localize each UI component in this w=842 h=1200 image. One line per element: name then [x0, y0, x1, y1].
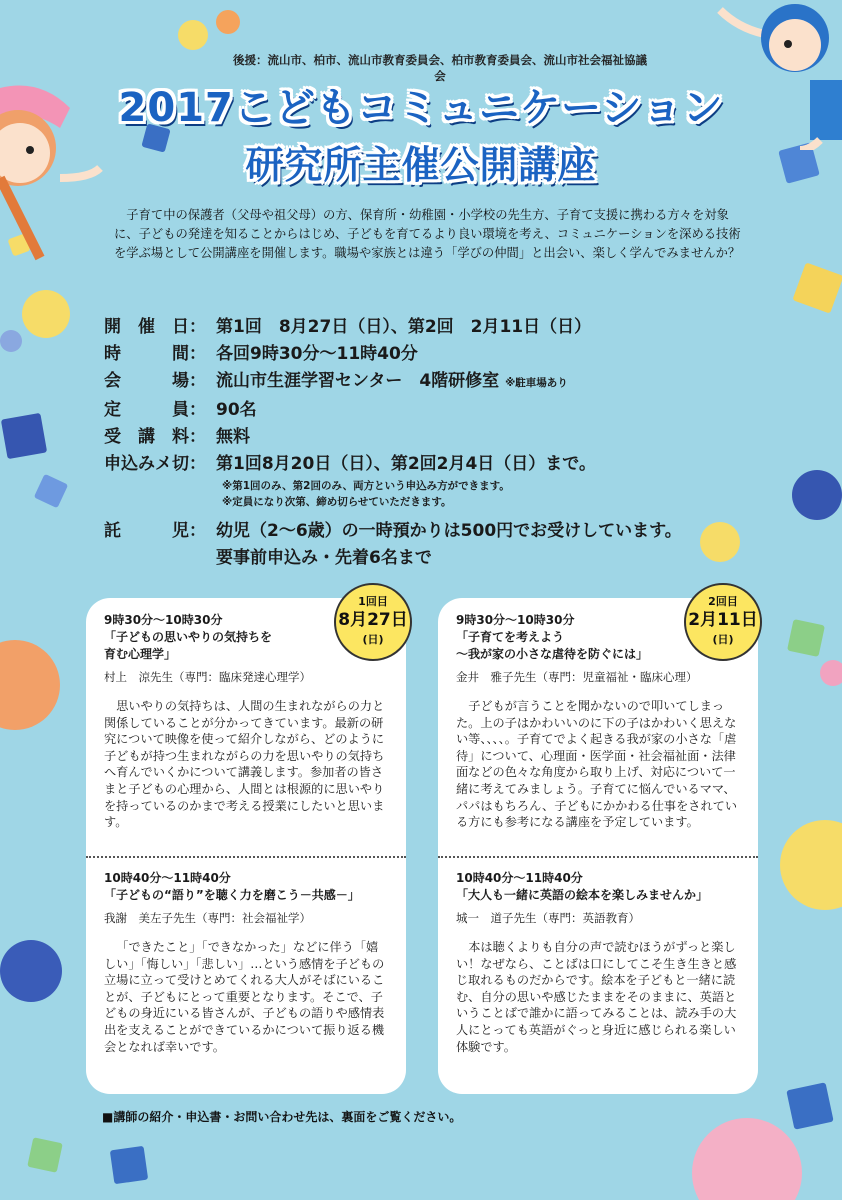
session1-b-time: 10時40分～11時40分: [104, 871, 231, 885]
session2-divider: [438, 856, 758, 858]
decor-square-green-right: [787, 619, 825, 657]
session2-badge-date: 2月11日: [688, 610, 758, 630]
childcare-spacer: [104, 545, 216, 572]
decor-circle-blue-small: [0, 330, 22, 352]
info-row-capacity: [104, 397, 744, 424]
sponsor-line: 後援：流山市、柏市、流山市教育委員会、柏市教育委員会、流山市社会福祉協議会: [233, 53, 647, 83]
footer-note: ■講師の紹介・申込書・お問い合わせ先は、裏面をご覧ください。: [102, 1110, 462, 1124]
decor-square-blue-br: [786, 1082, 833, 1129]
date-label: 開 催 日：: [104, 317, 206, 337]
decor-circle-orange-left: [0, 640, 60, 730]
decor-square-blue-bottom: [110, 1146, 148, 1184]
venue-note: ※駐車場あり: [505, 377, 568, 389]
decor-circle-pink-right: [820, 660, 842, 686]
session2-badge-day: (日): [712, 633, 734, 646]
info-row-date: [104, 314, 744, 341]
session2-lecture-b: [456, 870, 738, 1055]
decor-square-green: [27, 1137, 63, 1173]
session1-a-body: 思いやりの気持ちは、人間の生まれながらの力と関係していることが分かってきています。最新の研究について映像を使って紹介しながら、どのように子どもが持つ生まれながらの力を思いやりの気持ちへ育んでいくかについて講義します。参加者の皆さまと子どもの心理から、人間とは根源的に思いやりを持っているのかまで考える授業にしたいと思います。: [104, 699, 385, 830]
event-info: [104, 314, 744, 572]
info-row-deadline: [104, 451, 744, 478]
decor-circle-navy-left: [0, 940, 62, 1002]
session1-badge-date: 8月27日: [338, 610, 408, 630]
decor-square-yellow-right: [792, 262, 842, 313]
capacity-label: 定 員：: [104, 400, 206, 420]
session1-divider: [86, 856, 406, 858]
session1-a-time: 9時30分～10時30分: [104, 613, 223, 627]
decor-circle-pink-bottom: [692, 1118, 802, 1200]
childcare-value-1: 幼児（2～6歳）の一時預かりは500円でお受けしています。: [216, 521, 682, 541]
decor-circle-yellow-big: [22, 290, 70, 338]
session2-panel: [438, 595, 758, 1094]
session1-a-lecturer: 村上 涼先生（専門：臨床発達心理学）: [104, 670, 311, 684]
session2-b-topic: 「大人も一緒に英語の絵本を楽しみませんか」: [456, 888, 709, 902]
session2-lecture-a: [456, 612, 738, 831]
info-row-venue: [104, 368, 744, 397]
info-row-fee: [104, 424, 744, 451]
session2-b-lecturer: 城一 道子先生（専門：英語教育）: [456, 911, 640, 925]
venue-value-wrap: [216, 368, 744, 397]
intro-text: 子育て中の保護者（父母や祖父母）の方、保育所・幼稚園・小学校の先生方、子育て支援に携わる方々を対象に、子どもの発達を知ることからはじめ、子どもを育てるより良い環境を考え、コミュニケーションを深める技術を学ぶ場として公開講座を開催します。職場や家族とは違う「学びの仲間」と出会い、楽しく学んでみませんか？: [114, 208, 741, 260]
date-value: 第1回 8月27日（日）、第2回 2月11日（日）: [216, 317, 592, 337]
decor-circle-yellow: [178, 20, 208, 50]
session1-b-body: 「できたこと」「できなかった」などに伴う「嬉しい」「悔しい」「悲しい」…という感情を子どもの立場に立って受けとめてくれる大人がそばにいることが、子どもにとって重要となります。そこで、子どもの身近にいる皆さんが、子どもの語りや感情表出を支えることができているかについて振り返る機会となれば幸いです。: [104, 940, 385, 1054]
session1-a-topic-2: 育む心理学」: [104, 647, 177, 661]
session2-a-lecturer: 金井 雅子先生（専門：児童福祉・臨床心理）: [456, 670, 698, 684]
venue-value: 流山市生涯学習センター 4階研修室: [216, 371, 500, 391]
session2-b-time: 10時40分～11時40分: [456, 871, 583, 885]
session1-panel: [86, 595, 408, 1094]
fee-value: 無料: [216, 427, 250, 447]
info-row-childcare-2: [104, 545, 744, 572]
info-row-childcare: [104, 518, 744, 545]
decor-circle-navy-right: [792, 470, 842, 520]
fee-label: 受 講 料：: [104, 427, 206, 447]
session1-badge-day: (日): [362, 633, 384, 646]
deadline-value: 第1回8月20日（日）、第2回2月4日（日）まで。: [216, 454, 596, 474]
venue-label: 会 場：: [104, 371, 206, 391]
session2-a-body: 子どもが言うことを聞かないので叩いてしまった。上の子はかわいいのに下の子はかわいく思えない等、、、、。子育てでよく起きる我が家の小さな「虐待」について、心理面・医学面・社会福祉面・法律面などの色々な角度から取り上げ、対応について一緒に考えてみましょう。子育てに悩んでいるママ、パパはもちろん、子どもにかかわる仕事をされている方にも参考になる講座を予定しています。: [456, 699, 738, 830]
decor-circle-orange: [216, 10, 240, 34]
deadline-label: 申込みメ切：: [104, 454, 206, 474]
session1-b-lecturer: 我謝 美左子先生（専門：社会福祉学）: [104, 911, 311, 925]
session2-a-time: 9時30分～10時30分: [456, 613, 575, 627]
session2-a-topic-1: 「子育てを考えよう: [456, 630, 565, 644]
session2-badge-num: 2回目: [708, 595, 738, 608]
session1-lecture-b: [104, 870, 386, 1055]
childcare-label: 託 児：: [104, 521, 206, 541]
session1-badge-num: 1回目: [358, 595, 388, 608]
session2-b-body: 本は聴くよりも自分の声で読むほうがずっと楽しい！なぜなら、ことばは口にしてこそ生き生きと感じ取れるものだからです。絵本を子どもと一緒に読む、自分の思いや感じたままをそのままに、英語ということばで誰かに語ってみることは、読み手の大人にとっても英語がぐっと身近に感じられる楽しい体験です。: [456, 940, 737, 1054]
deadline-note-1: ※第1回のみ、第2回のみ、両方という申込み方ができます。: [222, 480, 510, 492]
title-line1: 2017こどもコミュニケーション: [118, 85, 724, 131]
decor-square-lightblue: [34, 474, 69, 509]
info-row-time: [104, 341, 744, 368]
session2-a-topic-2: ～我が家の小さな虐待を防ぐには」: [456, 647, 649, 661]
capacity-value: 90名: [216, 400, 257, 420]
decor-circle-yellow-big-right: [780, 820, 842, 910]
session1-a-topic-1: 「子どもの思いやりの気持ちを: [104, 630, 273, 644]
decor-square-navy: [1, 413, 47, 459]
time-value: 各回9時30分～11時40分: [216, 344, 418, 364]
childcare-value-2: 要事前申込み・先着6名まで: [216, 548, 432, 568]
time-label: 時 間：: [104, 344, 206, 364]
session1-b-topic: 「子どもの“語り”を聴く力を磨こう－共感－」: [104, 888, 360, 902]
title-line2: 研究所主催公開講座: [245, 143, 597, 187]
session1-lecture-a: [104, 612, 386, 831]
deadline-note-2: ※定員になり次第、締め切らせていただきます。: [222, 496, 452, 508]
